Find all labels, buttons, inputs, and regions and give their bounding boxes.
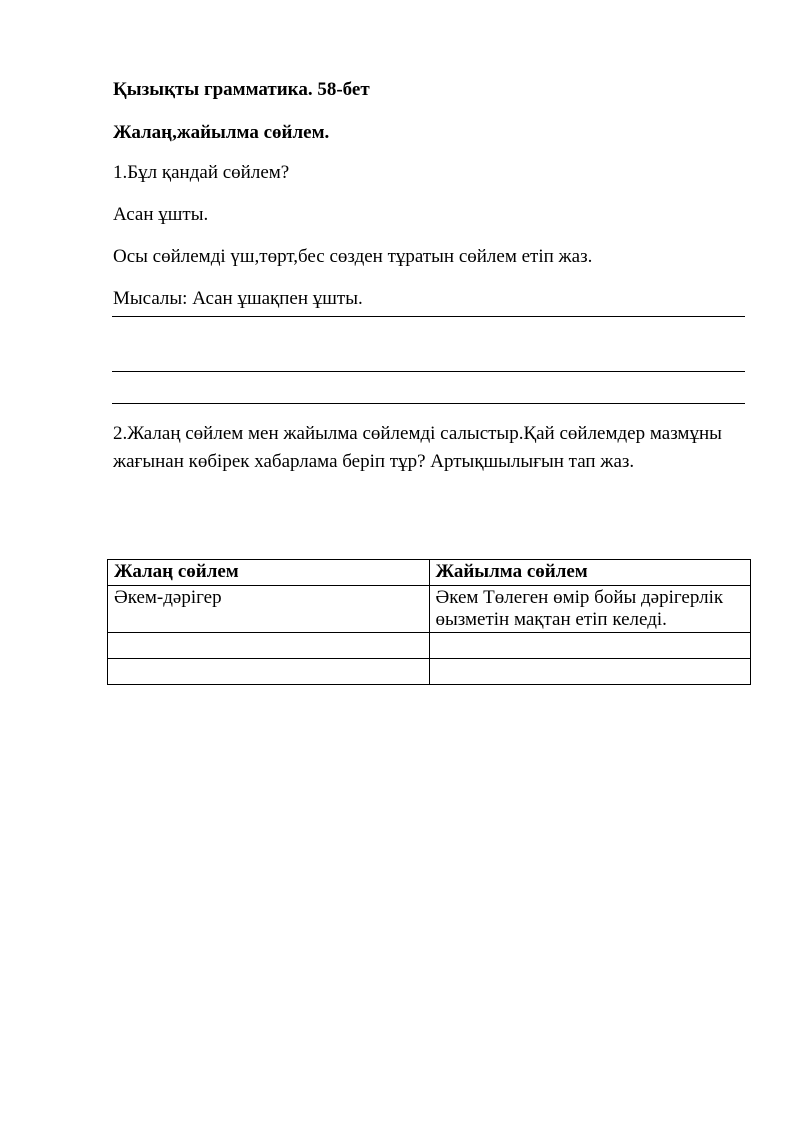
table-cell — [429, 659, 751, 685]
table-cell: Әкем-дәрігер — [108, 586, 430, 633]
table-row — [108, 586, 751, 633]
task1-question: 1.Бұл қандай сөйлем? — [113, 162, 290, 183]
table-cell: Әкем Төлеген өмір бойы дәрігерлік өызметін мақтан етіп келеді. — [429, 586, 751, 633]
task2-text: 2.Жалаң сөйлем мен жайылма сөйлемді салыстыр.Қай сөйлемдер мазмұны жағынан көбірек хабарлама беріп тұр? Артықшылығын тап жаз. — [113, 423, 722, 472]
table-cell — [108, 633, 430, 659]
topic-heading: Жалаң,жайылма сөйлем. — [113, 122, 330, 143]
task1-instruction: Осы сөйлемді үш,төрт,бес сөзден тұратын сөйлем етіп жаз. — [113, 246, 593, 267]
table-cell — [429, 633, 751, 659]
table-cell — [108, 659, 430, 685]
task1-sentence: Асан ұшты. — [113, 204, 209, 225]
task1-example: Мысалы: Асан ұшақпен ұшты. — [113, 288, 363, 309]
answer-line-2 — [112, 371, 745, 372]
answer-line-3 — [112, 403, 745, 404]
worksheet-title: Қызықты грамматика. 58-бет — [113, 79, 370, 100]
table-row — [108, 633, 751, 659]
table-header-row — [108, 560, 751, 586]
header-extended-sentence: Жайылма сөйлем — [429, 560, 751, 586]
table-row — [108, 659, 751, 685]
comparison-table — [107, 559, 751, 685]
answer-line-1 — [112, 316, 745, 317]
header-simple-sentence: Жалаң сөйлем — [108, 560, 430, 586]
